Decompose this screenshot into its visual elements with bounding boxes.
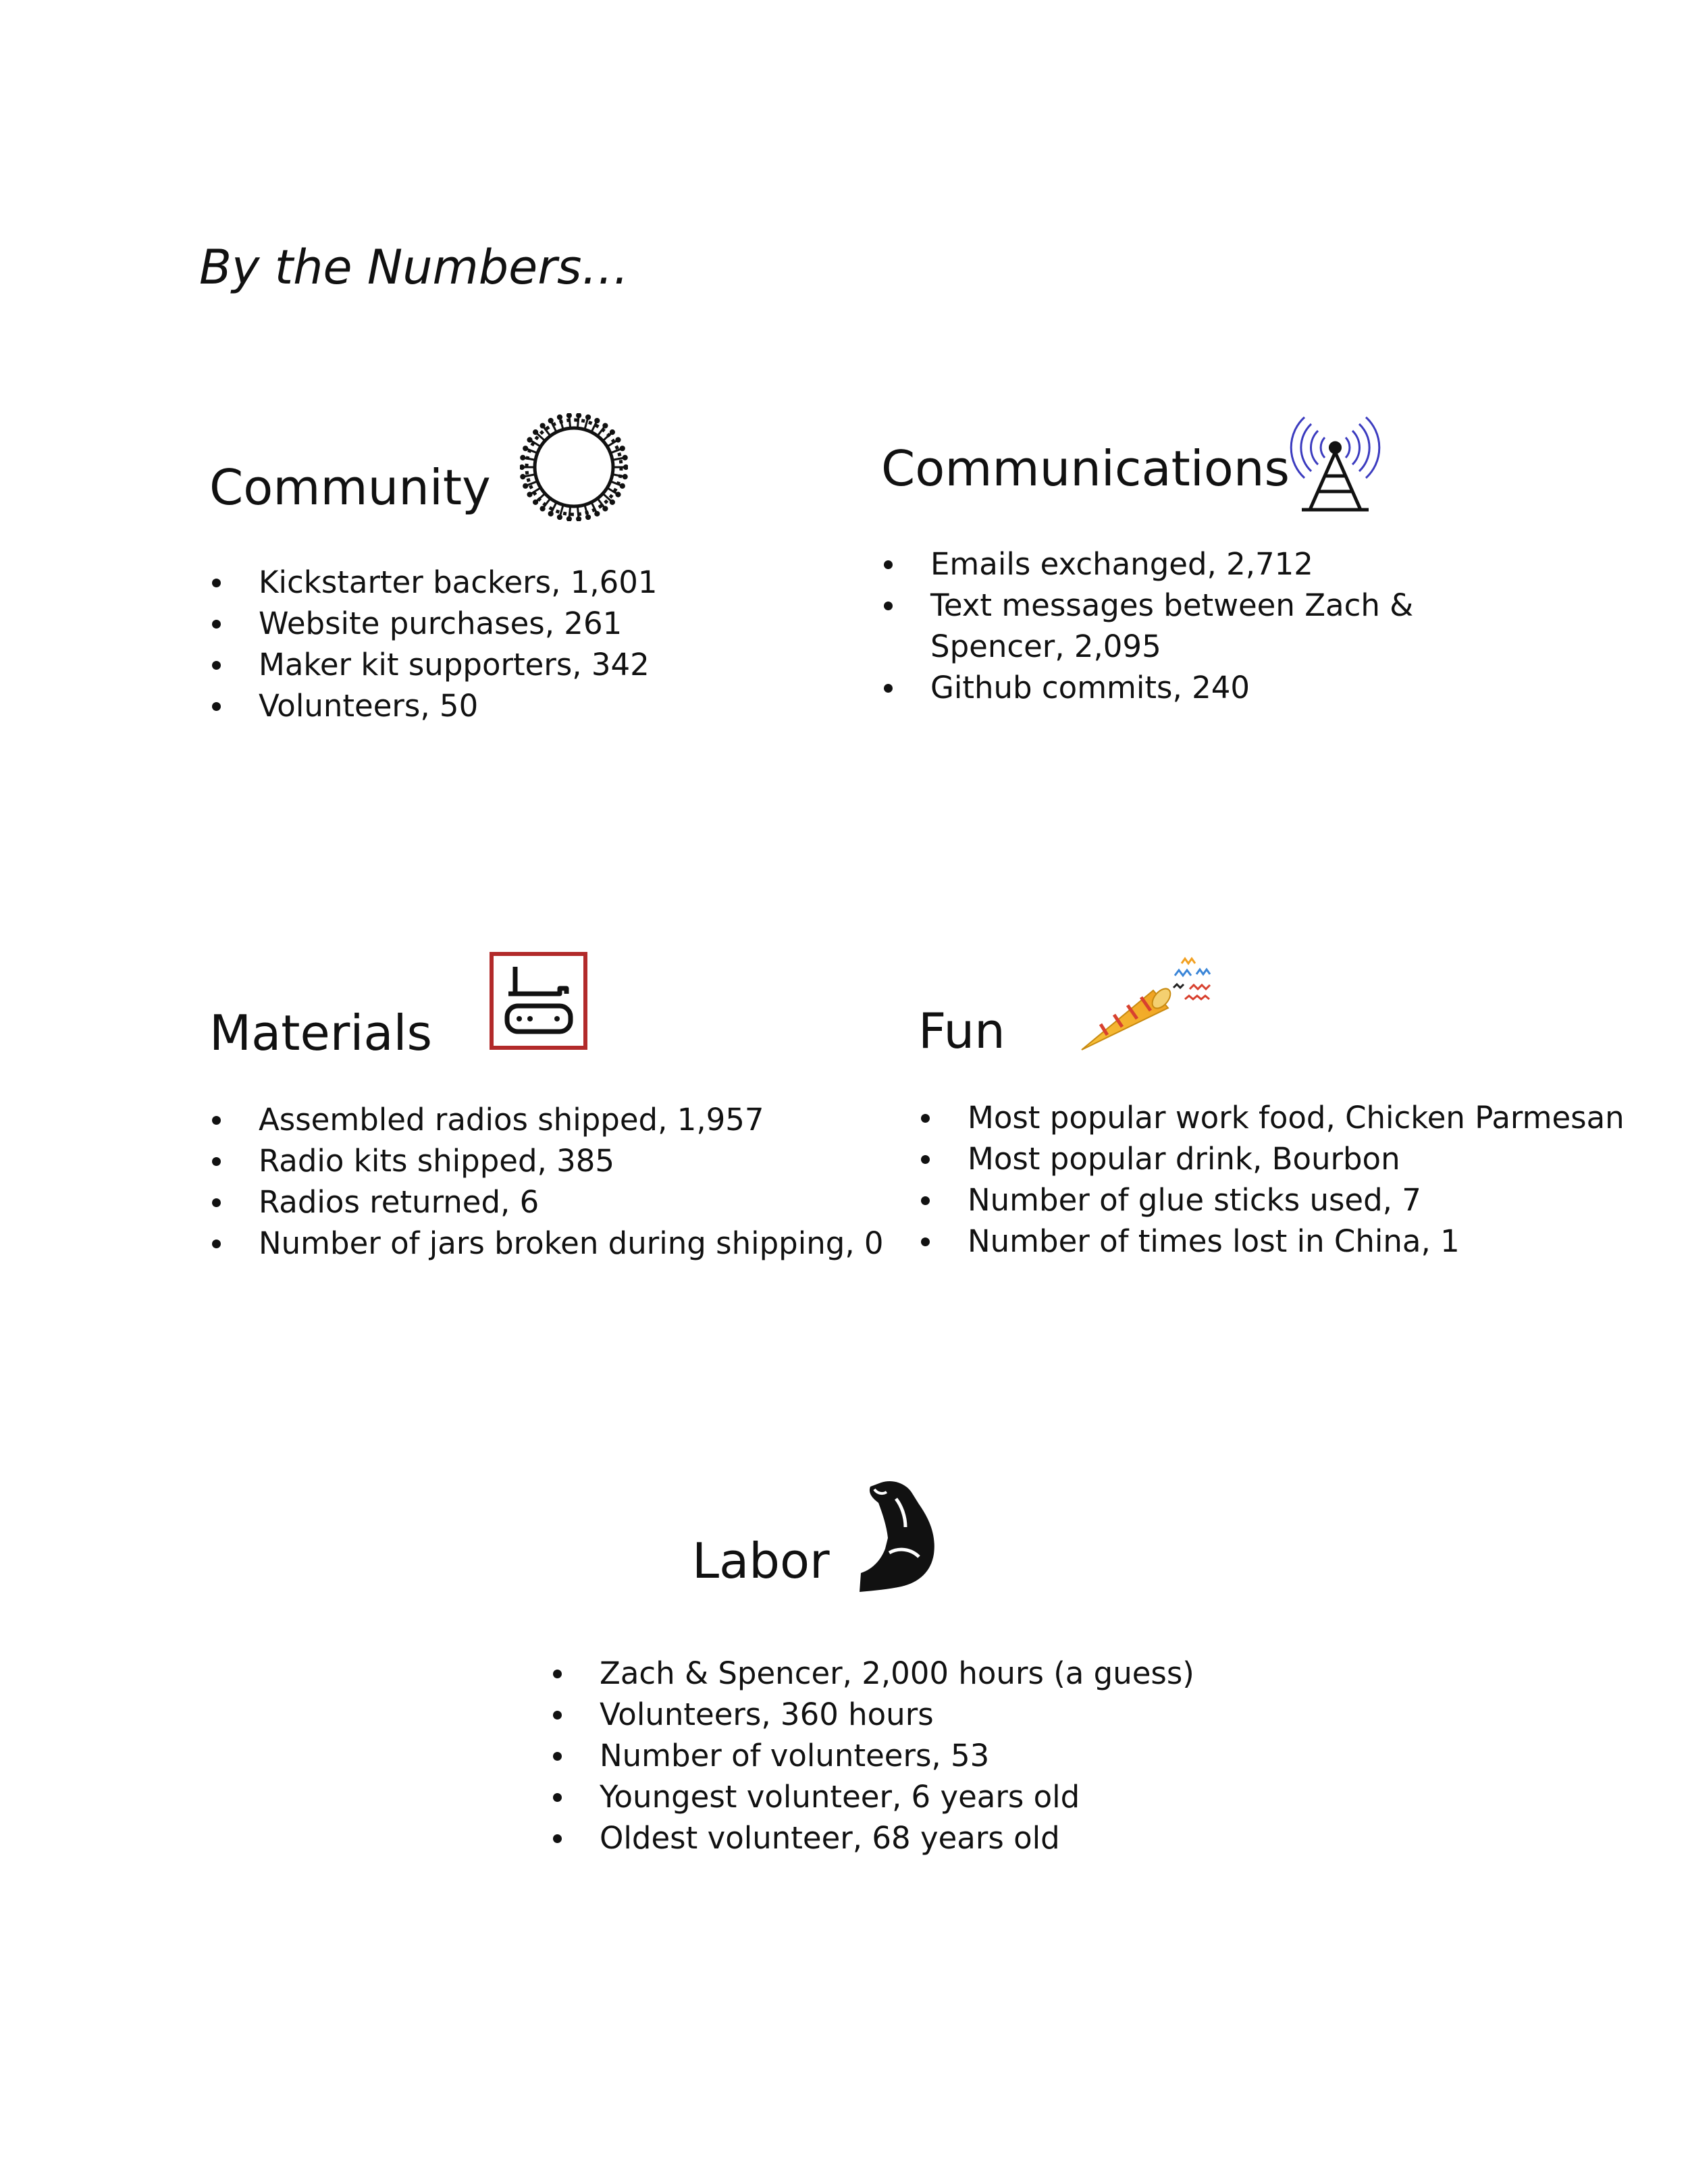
section-title-community: Community — [209, 459, 491, 516]
section-fun — [918, 949, 1625, 1300]
person-head — [549, 419, 552, 422]
person-head — [520, 465, 523, 469]
section-communications — [881, 405, 1556, 756]
section-community — [209, 405, 817, 756]
page-title: By the Numbers… — [199, 240, 629, 295]
person-head — [524, 447, 527, 450]
list-item: Maker kit supporters, 342 — [209, 644, 658, 685]
person-head — [621, 447, 624, 450]
communications-list — [881, 543, 1525, 708]
list-item: Number of times lost in China, 1 — [918, 1221, 1625, 1262]
person-head — [567, 517, 571, 521]
list-item: Volunteers, 360 hours — [550, 1694, 1194, 1735]
person-head — [521, 456, 525, 459]
community-list — [209, 562, 658, 726]
list-item: Most popular drink, Bourbon — [918, 1138, 1625, 1179]
person-head — [616, 493, 620, 496]
list-item: Number of jars broken during shipping, 0 — [209, 1223, 884, 1264]
person-head — [586, 515, 589, 518]
person-head — [610, 500, 614, 504]
list-item: Zach & Spencer, 2,000 hours (a guess) — [550, 1653, 1194, 1694]
person-head — [541, 507, 544, 510]
person-head — [596, 419, 599, 422]
section-title-fun: Fun — [918, 1003, 1005, 1059]
list-item: Volunteers, 50 — [209, 685, 658, 726]
radio-icon — [490, 952, 587, 1050]
fun-list — [918, 1097, 1625, 1262]
person-head — [586, 415, 589, 419]
party-horn-icon — [1074, 949, 1232, 1057]
person-head — [624, 465, 627, 469]
person-head — [623, 456, 627, 459]
materials-list — [209, 1099, 884, 1264]
person-head — [521, 475, 525, 479]
person-head — [616, 438, 620, 442]
person-head — [558, 515, 561, 518]
list-item: Radios returned, 6 — [209, 1181, 884, 1223]
radio-tower-icon — [1290, 412, 1381, 513]
section-title-communications: Communications — [881, 440, 1290, 497]
list-item: Website purchases, 261 — [209, 603, 658, 644]
section-labor — [550, 1472, 1225, 1890]
person-head — [558, 415, 561, 419]
person-head — [623, 475, 627, 479]
list-item: Oldest volunteer, 68 years old — [550, 1817, 1194, 1859]
person-head — [577, 517, 581, 521]
section-materials — [209, 952, 884, 1303]
person-head — [621, 484, 624, 487]
flexed-arm-icon — [854, 1479, 955, 1597]
list-item: Emails exchanged, 2,712 — [881, 543, 1525, 585]
person-head — [524, 484, 527, 487]
person-head — [528, 493, 531, 496]
list-item: Radio kits shipped, 385 — [209, 1140, 884, 1181]
list-item: Number of volunteers, 53 — [550, 1735, 1194, 1776]
person-head — [541, 424, 544, 427]
list-item: Youngest volunteer, 6 years old — [550, 1776, 1194, 1817]
person-head — [604, 424, 607, 427]
person-head — [596, 512, 599, 515]
person-head — [533, 500, 537, 504]
list-item: Most popular work food, Chicken Parmesan — [918, 1097, 1625, 1138]
person-head — [549, 512, 552, 515]
person-head — [528, 438, 531, 442]
list-item: Number of glue sticks used, 7 — [918, 1179, 1625, 1221]
person-head — [604, 507, 607, 510]
list-item: Text messages between Zach & Spencer, 2,095 — [881, 585, 1525, 667]
person-head — [610, 431, 614, 434]
person-head — [567, 414, 571, 417]
person-head — [533, 431, 537, 434]
list-item: Assembled radios shipped, 1,957 — [209, 1099, 884, 1140]
labor-list — [550, 1653, 1194, 1859]
section-title-materials: Materials — [209, 1005, 433, 1061]
people-circle-icon — [520, 413, 628, 521]
list-item: Github commits, 240 — [881, 667, 1525, 708]
person-head — [577, 414, 581, 417]
list-item: Kickstarter backers, 1,601 — [209, 562, 658, 603]
section-title-labor: Labor — [692, 1533, 830, 1589]
